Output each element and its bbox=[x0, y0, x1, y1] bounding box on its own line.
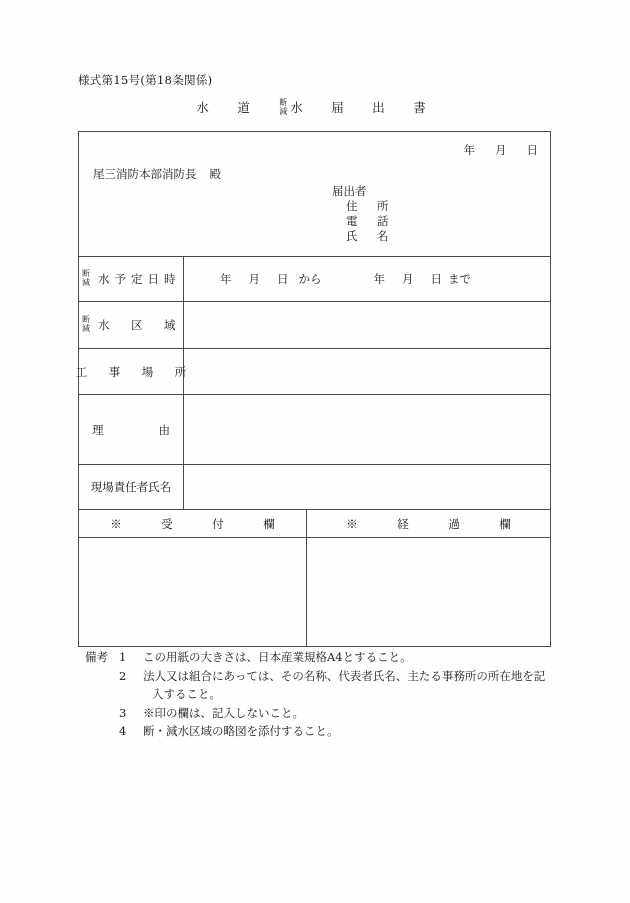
label-construction-site bbox=[75, 349, 192, 395]
stack-bottom-gen: 減 bbox=[82, 277, 90, 287]
label-site-manager-text: 現場責任者氏名 bbox=[90, 480, 172, 494]
from-suffix: から bbox=[298, 272, 322, 286]
title-suffix: 水 届 出 書 bbox=[290, 100, 434, 115]
header-progress-label: ※ 経 過 欄 bbox=[346, 516, 525, 531]
table-row-office-headers bbox=[79, 510, 551, 538]
remark-number: 1 bbox=[119, 650, 127, 664]
to-year: 年 bbox=[373, 272, 402, 286]
table-row-site-manager bbox=[79, 465, 551, 510]
applicant-phone-label: 電 話 bbox=[346, 214, 393, 228]
table-row-schedule bbox=[79, 257, 551, 302]
header-progress-column bbox=[307, 510, 551, 538]
remark-number: 3 bbox=[119, 705, 127, 720]
remarks-label: 備考 bbox=[85, 650, 108, 664]
field-construction-site-value[interactable] bbox=[184, 349, 551, 395]
table-row-addressee bbox=[79, 132, 551, 257]
label-reason-text-2: 由 bbox=[158, 422, 170, 437]
date-year-label: 年 bbox=[463, 143, 496, 157]
from-year: 年 bbox=[220, 272, 249, 286]
remark-text: 断・減水区域の略図を添付すること。 bbox=[143, 724, 339, 738]
remark-text-continuation: 入すること。 bbox=[152, 687, 221, 701]
remark-item bbox=[85, 667, 555, 686]
applicant-label: 届出者 bbox=[332, 184, 367, 198]
remark-number: 2 bbox=[119, 668, 127, 683]
field-receipt-body[interactable] bbox=[79, 538, 307, 647]
title-stack-bottom: 減 bbox=[279, 107, 288, 116]
field-area-value[interactable] bbox=[184, 302, 551, 349]
label-suspension-area bbox=[79, 302, 184, 349]
stack-bottom-gen-area: 減 bbox=[82, 323, 90, 333]
remark-item bbox=[85, 722, 555, 741]
remark-text: 法人又は組合にあっては、その名称、代表者氏名、主たる事務所の所在地を記 bbox=[143, 668, 546, 683]
label-area-text: 水 区 域 bbox=[98, 318, 181, 332]
from-month: 月 bbox=[248, 272, 277, 286]
to-suffix: まで bbox=[448, 272, 471, 286]
table-row-area bbox=[79, 302, 551, 349]
addressee-cell bbox=[79, 132, 551, 257]
table-row-construction-site bbox=[79, 349, 551, 395]
form-table bbox=[75, 131, 551, 647]
form-number: 様式第15号(第18条関係) bbox=[78, 73, 213, 87]
stack-top-dan-area: 断 bbox=[82, 314, 90, 324]
addressee-honorific: 殿 bbox=[209, 167, 221, 181]
date-day-label: 日 bbox=[526, 143, 539, 157]
table-row-reason bbox=[79, 395, 551, 465]
header-receipt-label: ※ 受 付 欄 bbox=[110, 516, 289, 531]
addressee-name: 尾三消防本部消防長 bbox=[93, 167, 197, 181]
applicant-address-label: 住 所 bbox=[346, 199, 393, 213]
remarks-label-spacer bbox=[85, 722, 119, 741]
stack-top-dan: 断 bbox=[82, 268, 90, 278]
title-prefix: 水 道 bbox=[196, 100, 279, 115]
addressee-line bbox=[93, 166, 221, 182]
label-stacked-kanji-area bbox=[82, 316, 90, 333]
date-month-label: 月 bbox=[495, 143, 527, 157]
remarks-section bbox=[85, 648, 555, 741]
to-day: 日 bbox=[430, 272, 442, 286]
remark-number: 4 bbox=[119, 724, 127, 738]
applicant-name-label: 氏 名 bbox=[346, 229, 393, 243]
label-schedule-text: 水予定日時 bbox=[98, 272, 181, 286]
document-title bbox=[0, 98, 630, 117]
remarks-label-spacer bbox=[85, 704, 119, 723]
label-reason bbox=[79, 395, 184, 465]
label-construction-site-text: 工 事 場 所 bbox=[75, 364, 192, 379]
remark-item bbox=[85, 704, 555, 723]
applicant-block bbox=[332, 184, 393, 244]
to-month: 月 bbox=[402, 272, 431, 286]
remark-item bbox=[85, 648, 555, 667]
schedule-period bbox=[184, 271, 550, 287]
field-reason-value[interactable] bbox=[184, 395, 551, 465]
field-progress-body[interactable] bbox=[307, 538, 551, 647]
remark-text: ※印の欄は、記入しないこと。 bbox=[143, 705, 304, 720]
remark-text: この用紙の大きさは、日本産業規格A4とすること。 bbox=[143, 650, 412, 664]
remarks-label-spacer bbox=[85, 667, 119, 686]
label-suspension-schedule bbox=[79, 257, 184, 302]
from-day: 日 bbox=[277, 272, 289, 286]
title-stack-top: 断 bbox=[279, 98, 288, 107]
label-reason-text-1: 理 bbox=[92, 422, 104, 437]
label-site-manager bbox=[79, 465, 184, 510]
submission-date-line bbox=[464, 142, 539, 158]
header-receipt-column bbox=[79, 510, 307, 538]
label-stacked-kanji-schedule bbox=[82, 270, 90, 287]
table-row-office-bodies bbox=[79, 538, 551, 647]
field-site-manager-value[interactable] bbox=[184, 465, 551, 510]
title-stacked-kanji bbox=[279, 99, 287, 116]
field-schedule-value[interactable] bbox=[184, 257, 551, 302]
